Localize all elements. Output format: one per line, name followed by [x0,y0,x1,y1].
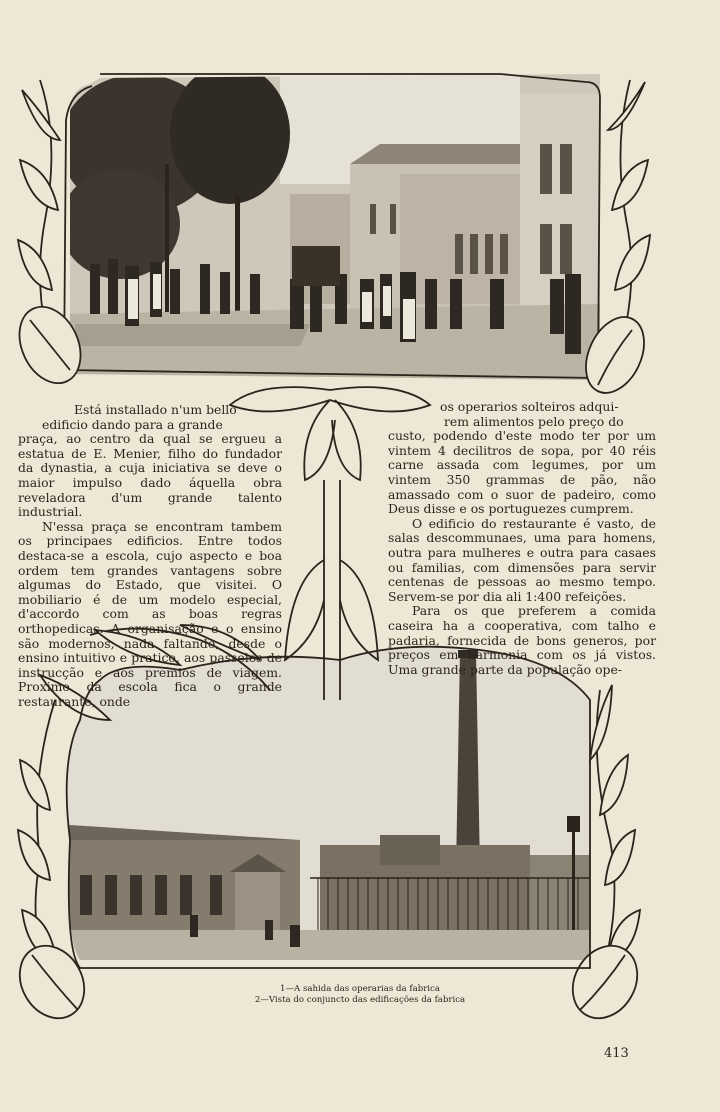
column-right-wrapped-line-1: os operarios solteiros adqui- [440,399,619,414]
column-left-wrapped-line-1: Está installado n'um bello [74,402,237,417]
column-right-paragraph-2: O edificio do restaurante é vasto, de salas descommunaes, uma para homens, outra para mulheres e outra para casaes ou familias, com dimensões para servir centenas de pessoas ao mesmo tempo. Servem-se por dia ali 1:400 refeições. [388,515,656,604]
photo-captions [0,984,720,1006]
column-left-paragraph-1: praça, ao centro da qual se ergueu a estatua de E. Menier, filho do fundador da dynastia, a cuja iniciativa se deve o maior impulso dado áquella obra reveladora d'um grande talento industrial. [18,431,282,520]
page-number: 413 [604,1046,629,1061]
column-left-wrapped-line-2: edificio dando para a grande [42,416,223,432]
caption-1: 1—A sahida das operarias da fabrica [279,984,440,994]
column-right-wrapped-line-2: rem alimentos pelo preço do [444,413,624,429]
article-column-right [388,400,656,677]
caption-2: 2—Vista do conjuncto das edificações da fabrica [254,995,466,1005]
column-left-paragraph-2: N'essa praça se encontram tambem os principaes edificios. Entre todos destaca-se a escola, cujo aspecto e boa ordem tem grandes vantagens sobre algumas do Estado, que visitei. O mobiliario é de um modelo especial, d'accordo com as boas regras orthopedicas. A organisação e o ensino são modernos, nada faltando, desde o ensino intuitivo e pratico, aos passeios de instrucção e aos premios de viagem. Proximo da escola fica o grande restaurante, onde [18,518,282,709]
article-column-left [18,403,282,709]
column-right-paragraph-3: Para os que preferem a comida caseira ha a cooperativa, com talho e padaria, fornecida de bons generos, por preços em harmonia com os já vistos. Uma grande parte da população ope- [388,603,656,677]
column-right-paragraph-1: custo, podendo d'este modo ter por um vintem 4 decilitros de sopa, por 40 réis carne assada com legumes, por um vintem 350 grammas de pão, não amassado com o suor de padeiro, como Deus disse e os portuguezes cumprem. [388,428,656,517]
